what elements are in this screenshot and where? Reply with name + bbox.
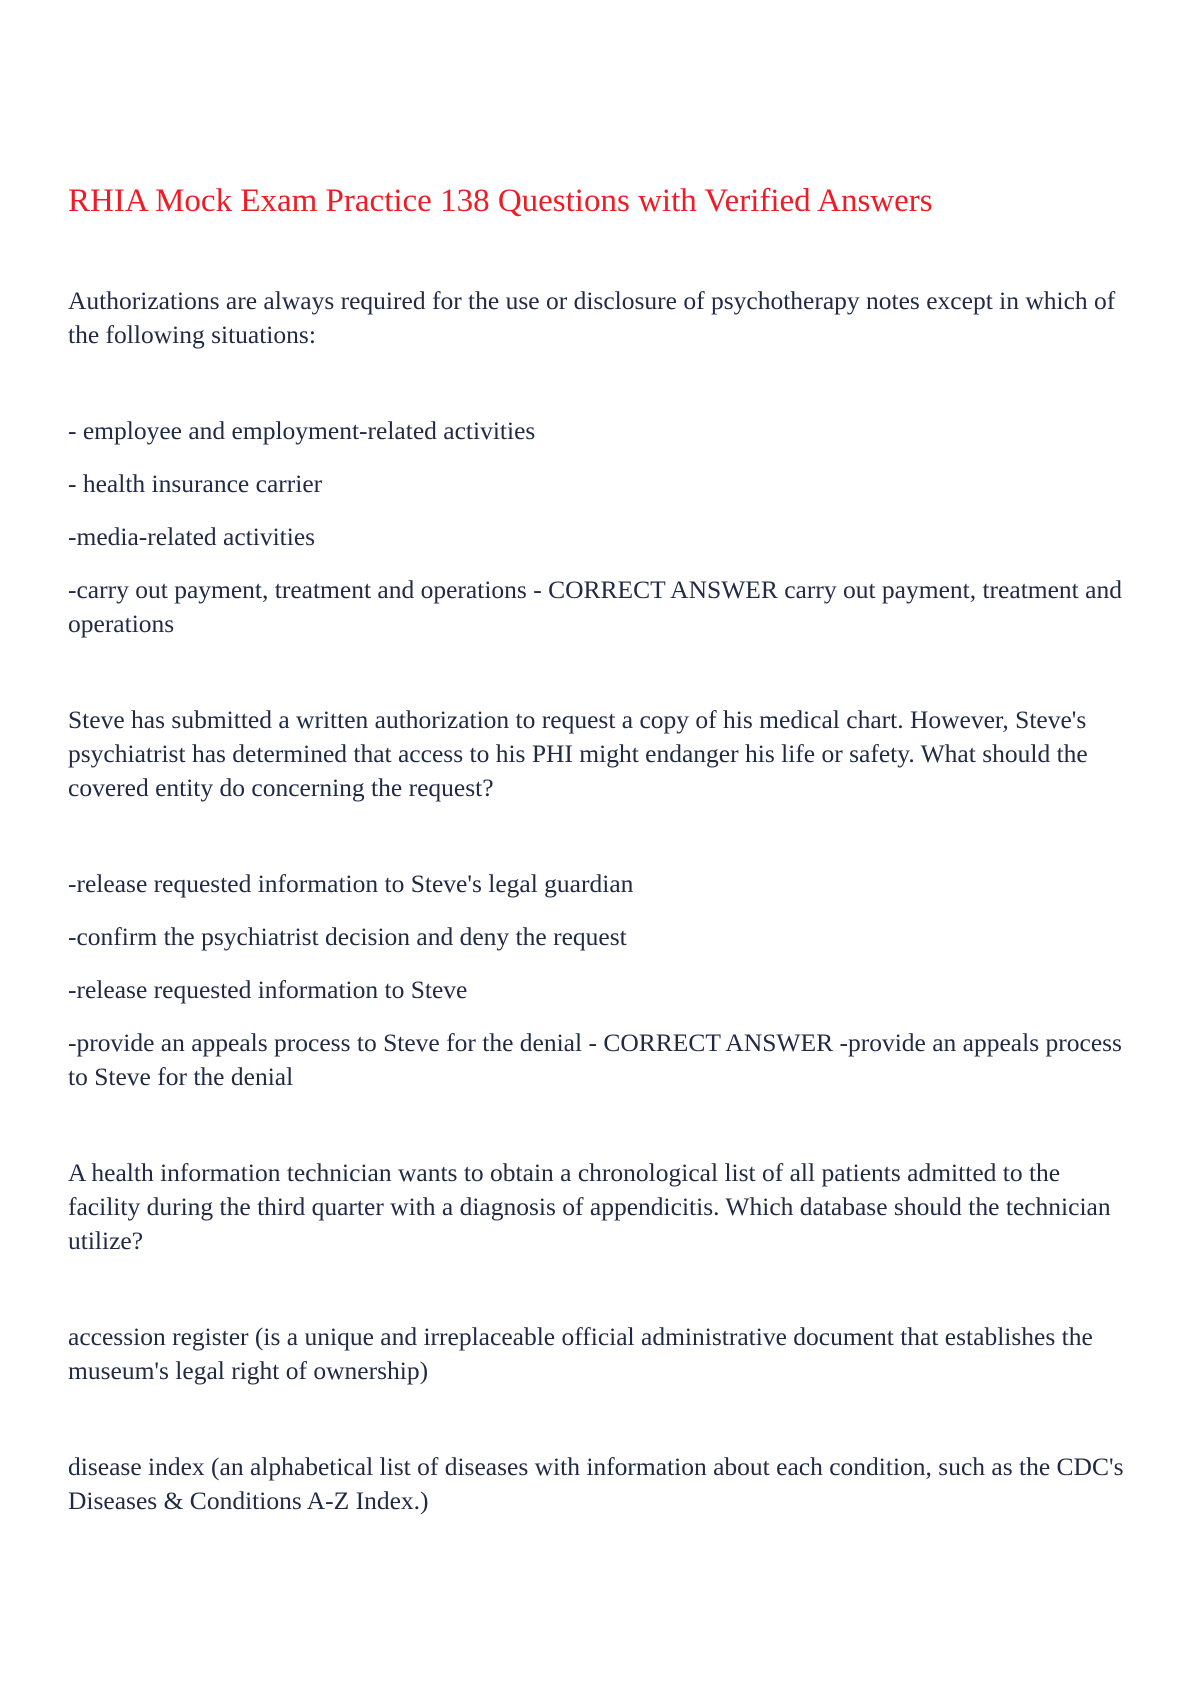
question-3-text: A health information technician wants to obtain a chronological list of all patients admitted to the facility during the third quarter with a diagnosis of appendicitis. Which database should the technician utilize?	[68, 1158, 1111, 1255]
question-1-option-4: -carry out payment, treatment and operations - CORRECT ANSWER carry out payment, treatment and operations	[68, 575, 1122, 638]
question-1-option-1: - employee and employment-related activities	[68, 416, 536, 445]
question-2-option-3: -release requested information to Steve	[68, 975, 468, 1004]
question-3-option-2: disease index (an alphabetical list of diseases with information about each condition, such as the CDC's Diseases & Conditions A-Z Index.)	[68, 1452, 1124, 1515]
question-3-option-1: accession register (is a unique and irreplaceable official administrative document that establishes the museum's legal right of ownership)	[68, 1322, 1093, 1385]
question-1-text: Authorizations are always required for the use or disclosure of psychotherapy notes except in which of the following situations:	[68, 286, 1116, 349]
question-2-option-1: -release requested information to Steve's legal guardian	[68, 869, 634, 898]
document-title: RHIA Mock Exam Practice 138 Questions with Verified Answers	[68, 183, 933, 219]
question-1-option-3: -media-related activities	[68, 522, 316, 551]
question-2-option-4: -provide an appeals process to Steve for the denial - CORRECT ANSWER -provide an appeals process to Steve for the denial	[68, 1028, 1122, 1091]
question-2-option-2: -confirm the psychiatrist decision and deny the request	[68, 922, 627, 951]
question-2-text: Steve has submitted a written authorization to request a copy of his medical chart. However, Steve's psychiatrist has determined that access to his PHI might endanger his life or safety. What should the covered entity do concerning the request?	[68, 705, 1088, 802]
question-1-option-2: - health insurance carrier	[68, 469, 323, 498]
